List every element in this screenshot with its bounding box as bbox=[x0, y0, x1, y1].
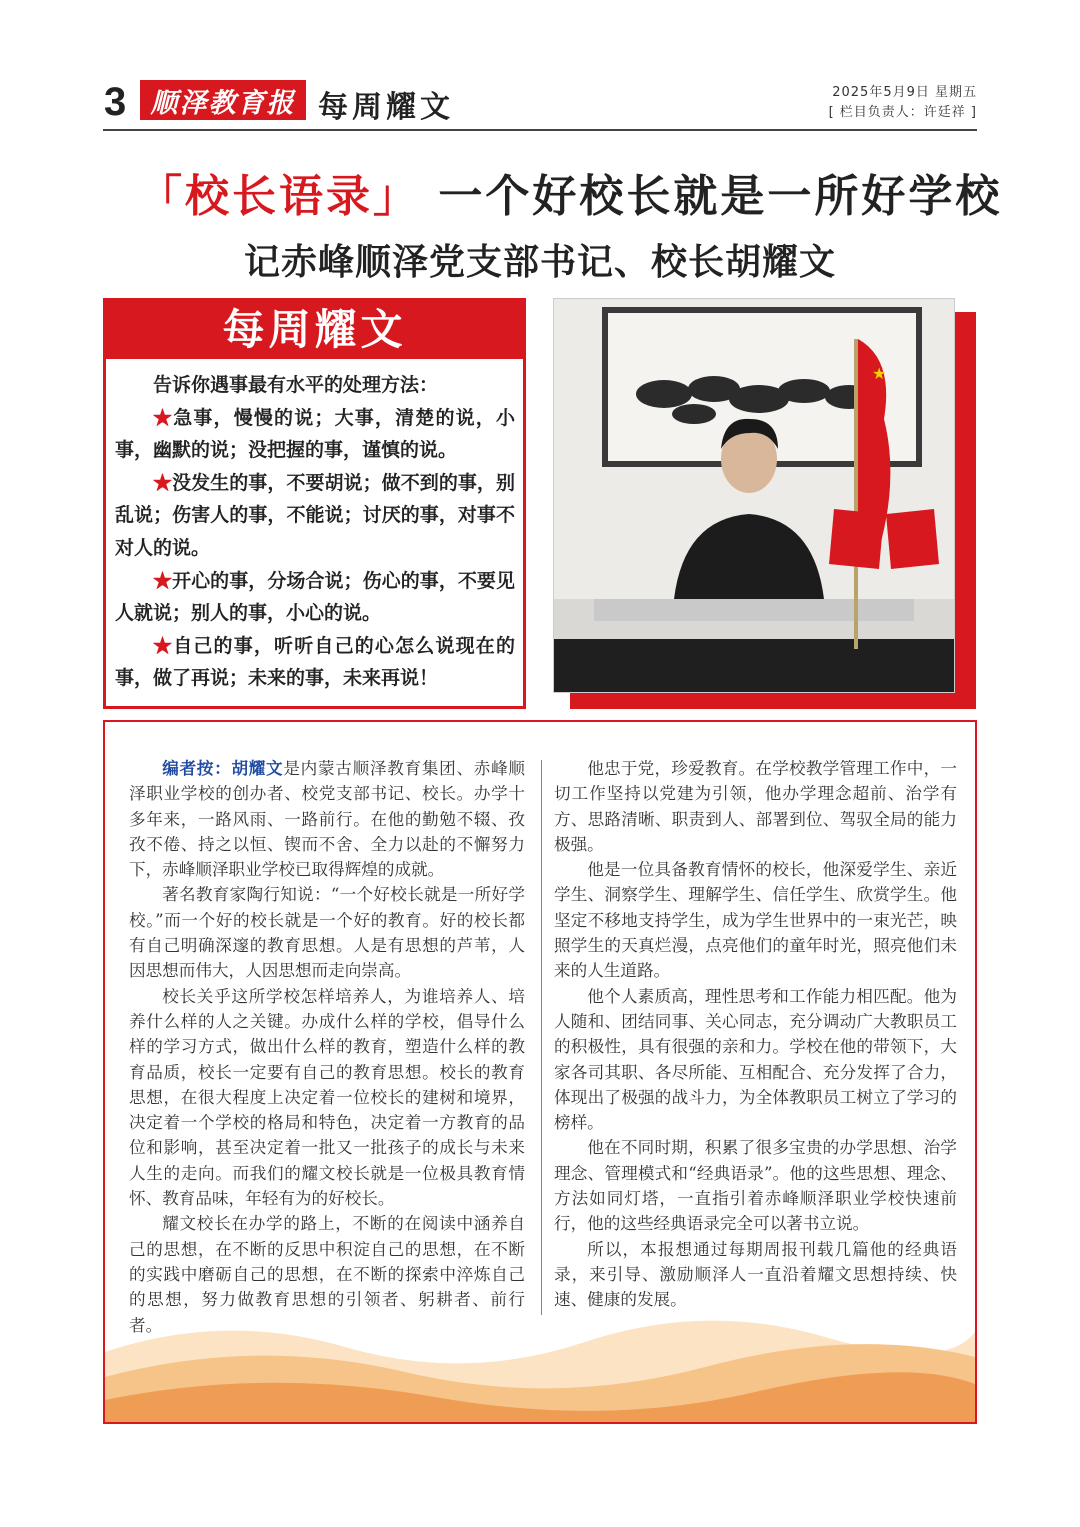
paragraph: 他是一位具备教育情怀的校长，他深爱学生、亲近学生、洞察学生、理解学生、信任学生、欣赏学生。他坚定不移地支持学生，成为学生世界中的一束光芒，映照学生的天真烂漫，点亮他们的童年时光，照亮他们未来的人生道路。 bbox=[554, 860, 957, 981]
star-icon: ★ bbox=[153, 634, 174, 657]
headline-bracket: 「校长语录」 bbox=[138, 171, 420, 222]
header-rule bbox=[103, 129, 977, 131]
quote-item: ★开心的事，分场合说；伤心的事，不要见人就说；别人的事，小心的说。 bbox=[115, 569, 515, 625]
headline bbox=[138, 160, 1003, 224]
page-number: 3 bbox=[104, 80, 127, 124]
article-box bbox=[103, 720, 977, 1424]
quote-item: ★自己的事，听听自己的心怎么说现在的事，做了再说；未来的事，未来再说！ bbox=[115, 634, 515, 690]
editor-note-label: 编者按： bbox=[162, 758, 232, 778]
star-icon: ★ bbox=[153, 471, 173, 494]
principal-name: 胡耀文 bbox=[231, 758, 284, 778]
article-column-left bbox=[129, 756, 525, 1338]
paragraph: 耀文校长在办学的路上，不断的在阅读中涵养自己的思想，在不断的反思中积淀自己的思想，在不断的实践中磨砺自己的思想，在不断的探索中淬炼自己的思想，努力做教育思想的引领者、躬耕者、前行者。 bbox=[129, 1214, 525, 1335]
quote-box bbox=[103, 298, 526, 709]
article-column-right bbox=[554, 756, 957, 1313]
paragraph: 他忠于党，珍爱教育。在学校教学管理工作中，一切工作坚持以党建为引领，他办学理念超前、治学有方、思路清晰、职责到人、部署到位、驾驭全局的能力极强。 bbox=[554, 759, 957, 854]
quote-body bbox=[106, 359, 523, 695]
star-icon: ★ bbox=[153, 569, 173, 592]
paragraph: 他个人素质高，理性思考和工作能力相匹配。他为人随和、团结同事、关心同志，充分调动广大教职员工的积极性，具有很强的亲和力。学校在他的带领下，大家各司其职、各尽所能、互相配合、充分发挥了合力，体现出了极强的战斗力，为全体教职员工树立了学习的榜样。 bbox=[554, 986, 957, 1133]
quote-heading: 每周耀文 bbox=[106, 301, 523, 359]
issue-info bbox=[829, 83, 977, 123]
headline-title: 一个好校长就是一所好学校 bbox=[438, 171, 1003, 222]
quote-intro: 告诉你遇事最有水平的处理方法： bbox=[153, 374, 439, 396]
column-divider bbox=[541, 760, 542, 1315]
paragraph: 他在不同时期，积累了很多宝贵的办学思想、治学理念、管理模式和“经典语录”。他的这些思想、理念、方法如同灯塔，一直指引着赤峰顺泽职业学校快速前行，他的这些经典语录完全可以著书立说。 bbox=[554, 1138, 957, 1234]
issue-date: 2025年5月9日 星期五 bbox=[832, 85, 977, 100]
principal-photo bbox=[553, 298, 955, 693]
paragraph: 编者按：胡耀文是内蒙古顺泽教育集团、赤峰顺泽职业学校的创办者、校党支部书记、校长。办学十多年来，一路风雨、一路前行。在他的勤勉不辍、孜孜不倦、持之以恒、锲而不舍、全力以赴的不懈努力下，赤峰顺泽职业学校已取得辉煌的成就。 bbox=[129, 758, 526, 880]
subheadline: 记赤峰顺泽党支部书记、校长胡耀文 bbox=[243, 242, 836, 283]
masthead-logo: 顺泽教育报 bbox=[140, 80, 306, 120]
paragraph: 所以，本报想通过每期周报刊载几篇他的经典语录，来引导、激励顺泽人一直沿着耀文思想持续、快速、健康的发展。 bbox=[554, 1239, 957, 1310]
column-name: 每周耀文 bbox=[318, 90, 454, 125]
star-icon: ★ bbox=[153, 406, 174, 429]
svg-text:★: ★ bbox=[872, 364, 887, 383]
quote-item: ★急事，慢慢的说；大事，清楚的说，小事，幽默的说；没把握的事，谨慎的说。 bbox=[115, 406, 515, 462]
paragraph: 校长关乎这所学校怎样培养人，为谁培养人、培养什么样的人之关键。办成什么样的学校，倡导什么样的学习方式，做出什么样的教育，塑造什么样的教育品质，校长一定要有自己的教育思想。校长的教育思想，在很大程度上决定着一位校长的建树和境界，决定着一个学校的格局和特色，决定着一方教育的品位和影响，甚至决定着一批又一批孩子的成长与未来人生的走向。而我们的耀文校长就是一位极具教育情怀、教育品味，年轻有为的好校长。 bbox=[129, 986, 525, 1209]
quote-item: ★没发生的事，不要胡说；做不到的事，别乱说；伤害人的事，不能说；讨厌的事，对事不对人的说。 bbox=[115, 471, 515, 559]
column-editor: [ 栏目负责人：许廷祥 ] bbox=[828, 105, 977, 120]
decorative-waves bbox=[105, 1312, 975, 1422]
paragraph: 著名教育家陶行知说：“一个好校长就是一所好学校。”而一个好的校长就是一个好的教育。好的校长都有自己明确深邃的教育思想。人是有思想的芦苇，人因思想而伟大，人因思想而走向崇高。 bbox=[129, 885, 525, 981]
